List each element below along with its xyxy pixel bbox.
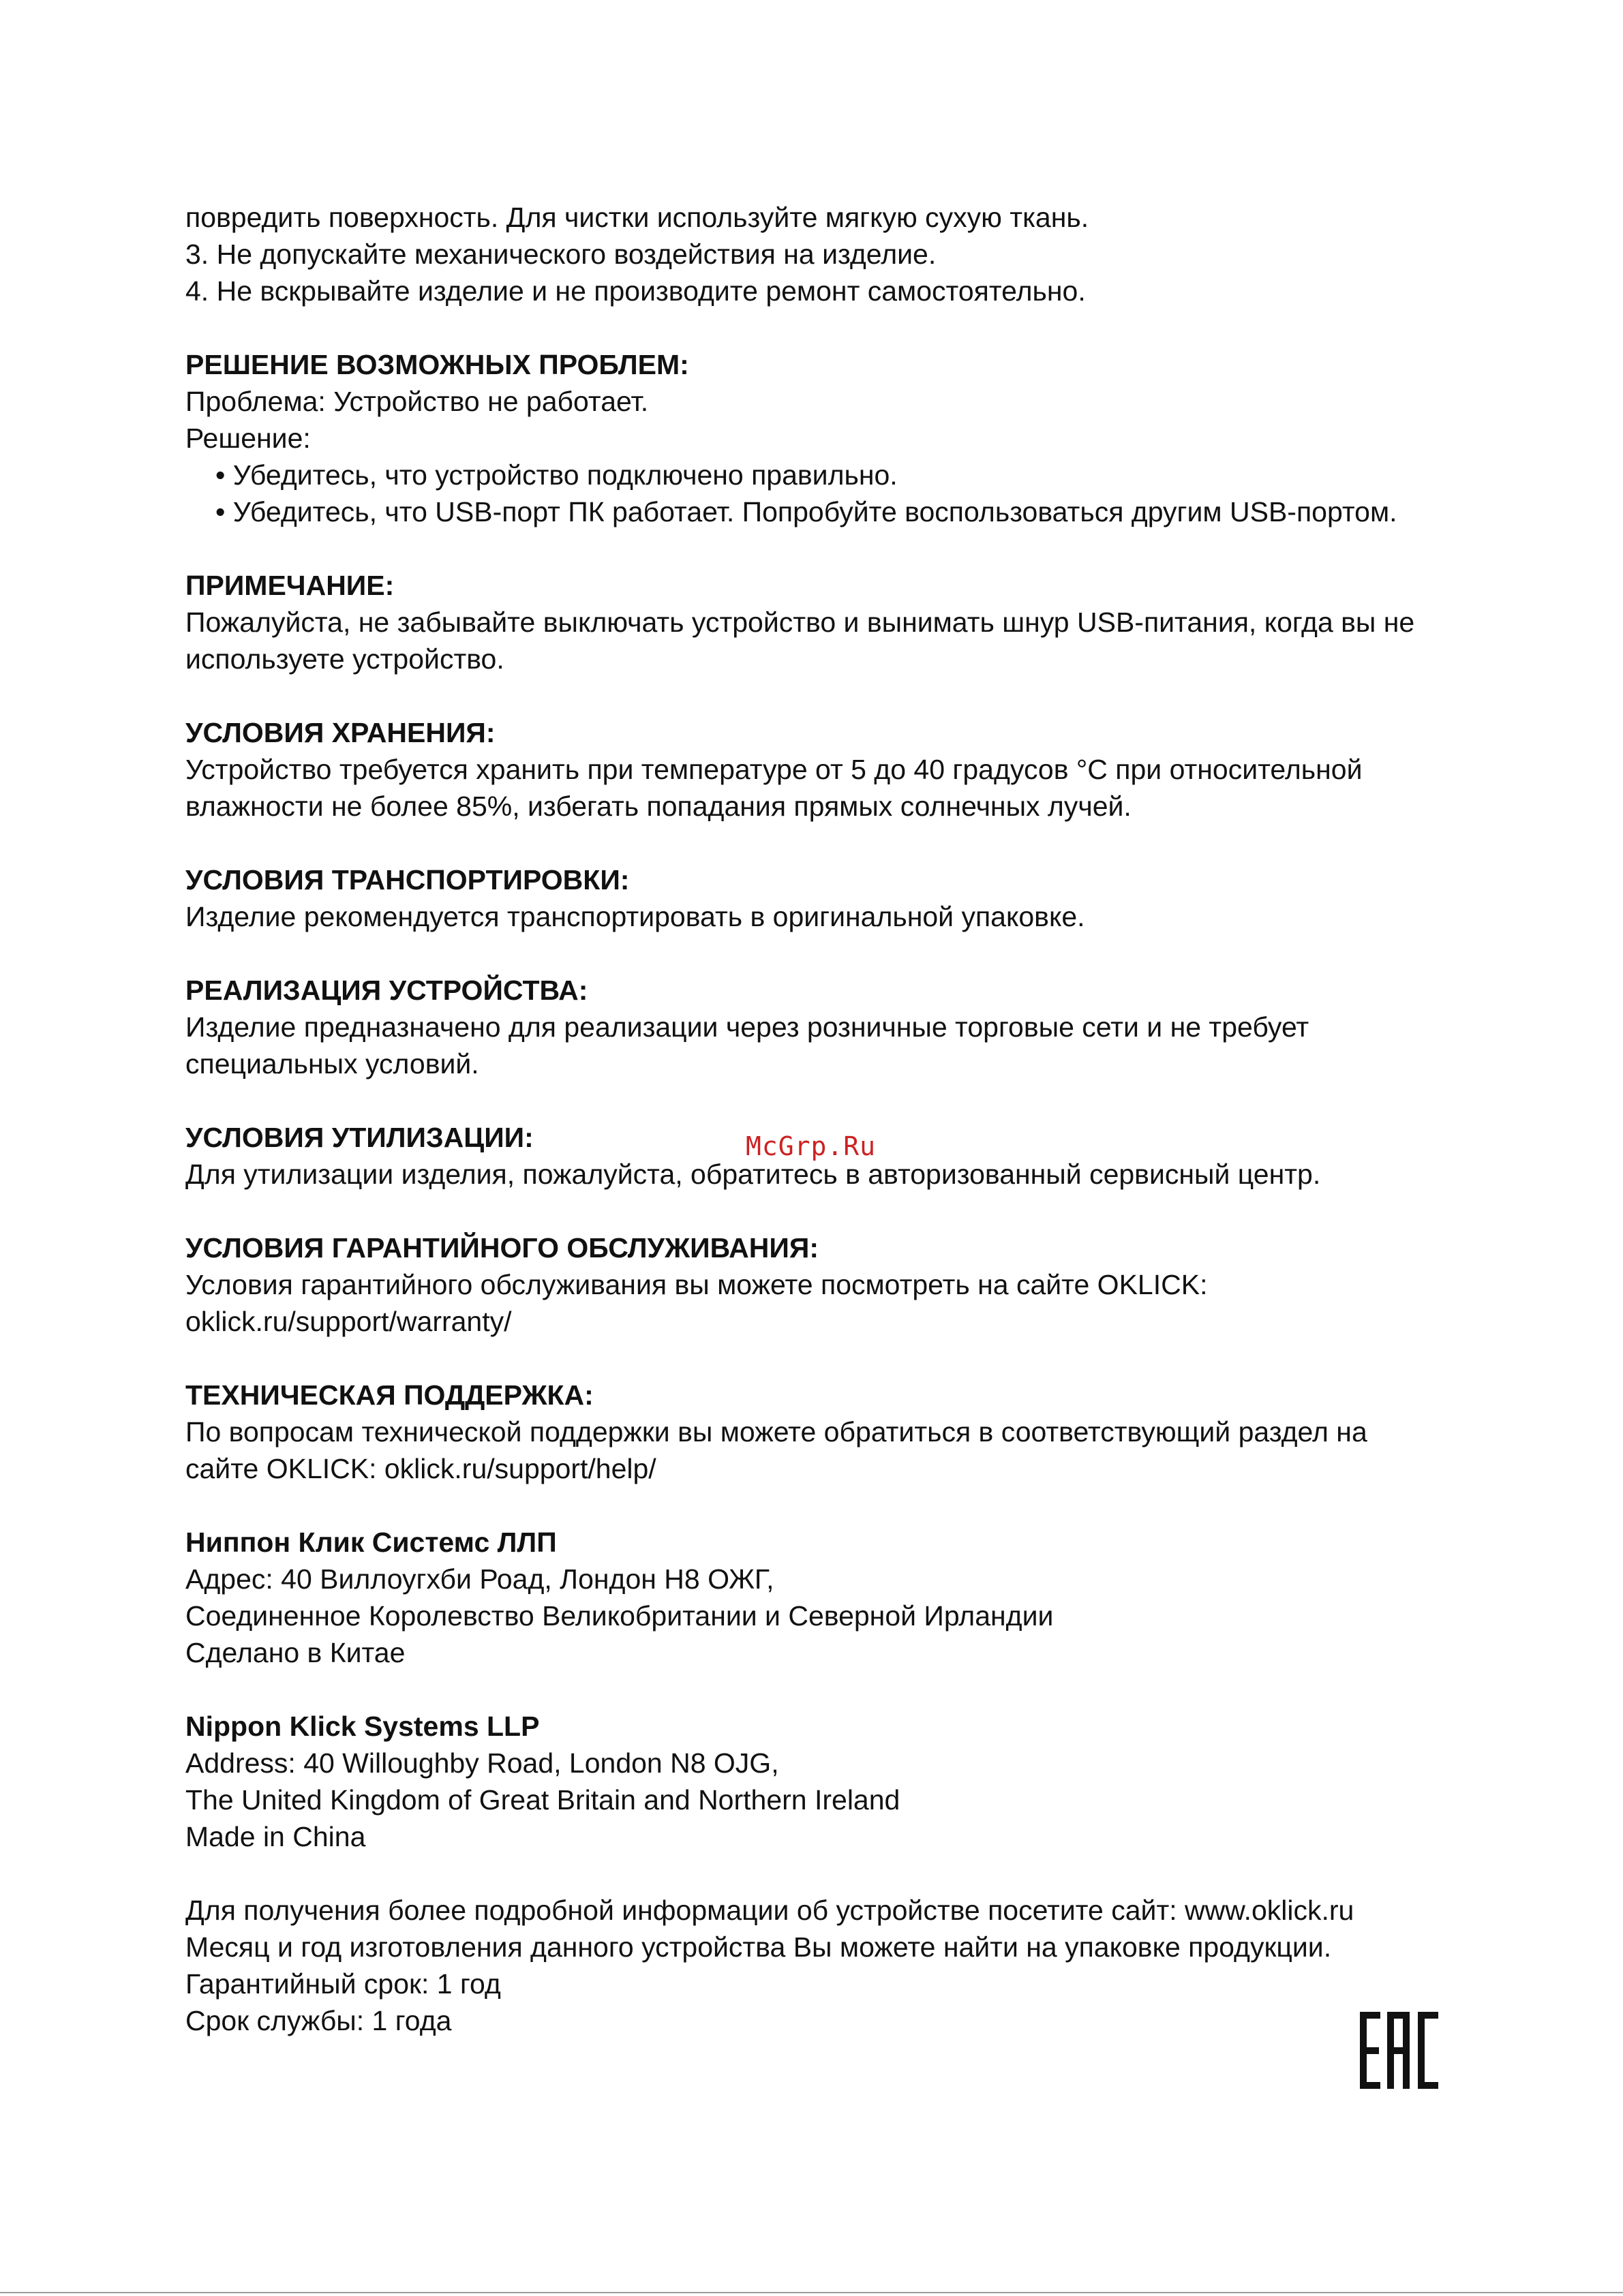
- section-heading: ПРИМЕЧАНИЕ:: [185, 570, 395, 601]
- warranty-url: oklick.ru/support/warranty/: [185, 1306, 512, 1337]
- troubleshooting-section: [185, 346, 1521, 530]
- section-heading: УСЛОВИЯ УТИЛИЗАЦИИ:: [185, 1122, 534, 1153]
- section-heading: РЕАЛИЗАЦИЯ УСТРОЙСТВА:: [185, 975, 588, 1006]
- problem-text: Проблема: Устройство не работает.: [185, 386, 649, 417]
- document-page: [185, 199, 1521, 2039]
- paragraph-line: Условия гарантийного обслуживания вы можете посмотреть на сайте OKLICK:: [185, 1269, 1208, 1300]
- intro-line: 3. Не допускайте механического воздействия на изделие.: [185, 239, 937, 270]
- address-line: Address: 40 Willoughby Road, London N8 OJG,: [185, 1747, 779, 1779]
- paragraph-line: Изделие рекомендуется транспортировать в оригинальной упаковке.: [185, 901, 1085, 932]
- address-line: Соединенное Королевство Великобритании и Северной Ирландии: [185, 1600, 1054, 1632]
- paragraph-line: По вопросам технической поддержки вы можете обратиться в соответствующий раздел на: [185, 1416, 1367, 1448]
- info-line: Месяц и год изготовления данного устройства Вы можете найти на упаковке продукции.: [185, 1931, 1332, 1963]
- address-line: The United Kingdom of Great Britain and Northern Ireland: [185, 1784, 900, 1816]
- paragraph-line: специальных условий.: [185, 1048, 479, 1080]
- intro-line: 4. Не вскрывайте изделие и не производите ремонт самостоятельно.: [185, 275, 1086, 307]
- support-section: [185, 1377, 1521, 1487]
- company-ru-section: [185, 1524, 1521, 1671]
- section-heading: РЕШЕНИЕ ВОЗМОЖНЫХ ПРОБЛЕМ:: [185, 349, 689, 380]
- paragraph-line: Устройство требуется хранить при температуре от 5 до 40 градусов °С при относительной: [185, 754, 1363, 785]
- solution-bullet: • Убедитесь, что устройство подключено правильно.: [215, 459, 898, 491]
- warranty-term: Гарантийный срок: 1 год: [185, 1968, 501, 2000]
- intro-line: повредить поверхность. Для чистки используйте мягкую сухую ткань.: [185, 202, 1089, 233]
- section-heading: УСЛОВИЯ ХРАНЕНИЯ:: [185, 717, 496, 748]
- warranty-section: [185, 1229, 1521, 1340]
- origin-line: Made in China: [185, 1821, 366, 1852]
- address-line: Адрес: 40 Виллоугхби Роад, Лондон Н8 ОЖГ,: [185, 1563, 774, 1595]
- paragraph-line: влажности не более 85%, избегать попадания прямых солнечных лучей.: [185, 791, 1132, 822]
- page-bottom-border: [0, 2292, 1623, 2293]
- company-en-section: [185, 1708, 1521, 1855]
- section-heading: УСЛОВИЯ ТРАНСПОРТИРОВКИ:: [185, 864, 630, 896]
- section-heading: УСЛОВИЯ ГАРАНТИЙНОГО ОБСЛУЖИВАНИЯ:: [185, 1232, 819, 1264]
- company-name: Ниппон Клик Системс ЛЛП: [185, 1527, 557, 1558]
- intro-section: [185, 199, 1521, 309]
- section-heading: ТЕХНИЧЕСКАЯ ПОДДЕРЖКА:: [185, 1379, 594, 1411]
- paragraph-line: используете устройство.: [185, 643, 504, 675]
- service-life: Срок службы: 1 года: [185, 2005, 452, 2036]
- paragraph-line: Для утилизации изделия, пожалуйста, обратитесь в авторизованный сервисный центр.: [185, 1159, 1321, 1190]
- storage-section: [185, 714, 1521, 825]
- note-section: [185, 567, 1521, 677]
- solution-label: Решение:: [185, 423, 311, 454]
- info-line: Для получения более подробной информации об устройстве посетите сайт: www.oklick.ru: [185, 1895, 1354, 1926]
- sales-section: [185, 972, 1521, 1082]
- paragraph-line: Изделие предназначено для реализации через розничные торговые сети и не требует: [185, 1011, 1309, 1043]
- footer-section: [185, 1892, 1521, 2039]
- solution-bullet: • Убедитесь, что USB-порт ПК работает. Попробуйте воспользоваться другим USB-портом.: [215, 496, 1397, 527]
- watermark: McGrp.Ru: [746, 1131, 877, 1161]
- paragraph-line: Пожалуйста, не забывайте выключать устройство и вынимать шнур USB-питания, когда вы не: [185, 607, 1415, 638]
- origin-line: Сделано в Китае: [185, 1637, 406, 1668]
- transport-section: [185, 861, 1521, 935]
- company-name: Nippon Klick Systems LLP: [185, 1711, 540, 1742]
- eac-certification-icon: [1360, 2012, 1438, 2089]
- paragraph-line: сайте OKLICK: oklick.ru/support/help/: [185, 1453, 656, 1484]
